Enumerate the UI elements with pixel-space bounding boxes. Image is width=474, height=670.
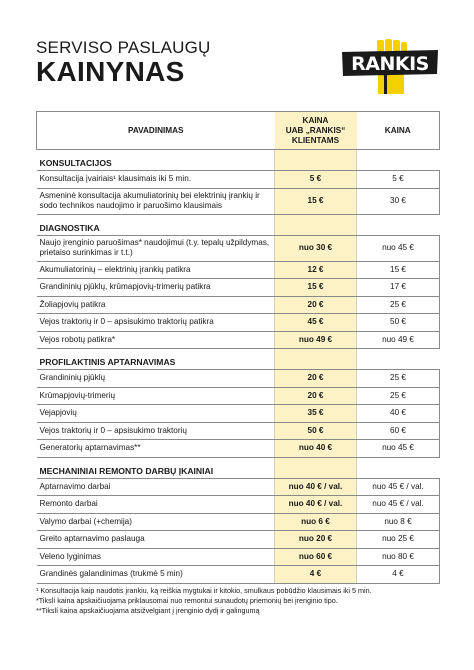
section-header-row (37, 457, 440, 478)
client-price: 20 € (275, 370, 357, 388)
footnote: ¹ Konsultacija kaip naudotis įrankiu, ką reiškia mygtukai ir kitokio, smulkaus pobūdžio klausimais iki 5 min. (36, 586, 372, 595)
price-table (36, 111, 440, 584)
regular-price: nuo 45 € (357, 440, 440, 458)
column-header-price: KAINA (357, 112, 440, 150)
client-price: nuo 6 € (275, 513, 357, 531)
section-client-cell (275, 349, 357, 370)
service-name: Vejos traktorių ir 0 – apsisukimo traktorių patikra (37, 314, 275, 332)
client-header-line2: UAB „RANKIS“ (285, 125, 346, 135)
service-name: Krūmapjovių-trimerių (37, 387, 275, 405)
table-row (37, 478, 440, 496)
client-price: nuo 49 € (275, 331, 357, 349)
service-name: Aptarnavimo darbai (37, 478, 275, 496)
regular-price: 25 € (357, 387, 440, 405)
service-name: Veleno lyginimas (37, 548, 275, 566)
table-row (37, 296, 440, 314)
table-row (37, 531, 440, 549)
regular-price: nuo 45 € (357, 235, 440, 261)
table-row (37, 171, 440, 189)
regular-price: nuo 80 € (357, 548, 440, 566)
regular-price: 60 € (357, 422, 440, 440)
column-header-client-price (275, 112, 357, 150)
table-row (37, 279, 440, 297)
table-header-row (37, 112, 440, 150)
service-name: Naujo įrenginio paruošimas* naudojimui (t.y. tepalų užpildymas, prietaiso surinkimas ir t.t.) (37, 235, 275, 261)
service-name: Valymo darbai (+chemija) (37, 513, 275, 531)
section-title: PROFILAKTINIS APTARNAVIMAS (37, 349, 275, 370)
service-name: Greito aptarnavimo paslauga (37, 531, 275, 549)
client-price: nuo 40 € (275, 440, 357, 458)
regular-price: nuo 8 € (357, 513, 440, 531)
client-price: nuo 40 € / val. (275, 496, 357, 514)
section-title: MECHANINIAI REMONTO DARBŲ ĮKAINIAI (37, 457, 275, 478)
client-price: nuo 20 € (275, 531, 357, 549)
service-name: Akumuliatorinių – elektrinių įrankių patikra (37, 261, 275, 279)
client-price: nuo 40 € / val. (275, 478, 357, 496)
regular-price: 50 € (357, 314, 440, 332)
service-name: Vejapjovių (37, 405, 275, 423)
footnotes (36, 586, 446, 616)
table-row (37, 188, 440, 214)
regular-price: 40 € (357, 405, 440, 423)
regular-price: 25 € (357, 296, 440, 314)
section-client-cell (275, 150, 357, 171)
service-name: Grandininių pjūklų, krūmapjovių-trimerių patikra (37, 279, 275, 297)
logo-text: RANKIS (351, 53, 429, 75)
page-title: KAINYNAS (36, 56, 185, 87)
client-price: 15 € (275, 188, 357, 214)
table-row (37, 370, 440, 388)
table-row (37, 566, 440, 584)
service-name: Vejos traktorių ir 0 – apsisukimo traktorių (37, 422, 275, 440)
client-header-line1: KAINA (302, 115, 329, 125)
table-row (37, 387, 440, 405)
table-row (37, 405, 440, 423)
section-price-cell (357, 349, 440, 370)
table-row (37, 548, 440, 566)
regular-price: 25 € (357, 370, 440, 388)
regular-price: nuo 45 € / val. (357, 496, 440, 514)
service-name: Remonto darbai (37, 496, 275, 514)
footnote: **Tikslí kaina apskaičiuojama atsižvelgiant į įrenginio dydį ir galingumą (36, 606, 260, 615)
rankis-logo (340, 38, 440, 96)
client-price: 4 € (275, 566, 357, 584)
client-price: nuo 30 € (275, 235, 357, 261)
table-row (37, 496, 440, 514)
page-subtitle: SERVISO PASLAUGŲ (36, 38, 211, 57)
table-row (37, 314, 440, 332)
section-header-row (37, 214, 440, 235)
client-header-line3: KLIENTAMS (291, 135, 340, 145)
regular-price: 5 € (357, 171, 440, 189)
client-price: 12 € (275, 261, 357, 279)
service-name: Grandininių pjūklų (37, 370, 275, 388)
regular-price: 30 € (357, 188, 440, 214)
client-price: 20 € (275, 387, 357, 405)
section-client-cell (275, 457, 357, 478)
regular-price: nuo 25 € (357, 531, 440, 549)
table-row (37, 331, 440, 349)
section-price-cell (357, 457, 440, 478)
table-row (37, 440, 440, 458)
section-client-cell (275, 214, 357, 235)
service-name: Asmeninė konsultacija akumuliatorinių bei elektrinių įrankių ir sodo technikos naudojimo ir paruošimo klausimais (37, 188, 275, 214)
client-price: 35 € (275, 405, 357, 423)
client-price: 45 € (275, 314, 357, 332)
regular-price: nuo 45 € / val. (357, 478, 440, 496)
page-header (36, 38, 211, 87)
client-price: 20 € (275, 296, 357, 314)
section-price-cell (357, 214, 440, 235)
regular-price: 15 € (357, 261, 440, 279)
service-name: Vejos robotų patikra* (37, 331, 275, 349)
section-header-row (37, 349, 440, 370)
service-name: Generatorių aptarnavimas** (37, 440, 275, 458)
section-title: DIAGNOSTIKA (37, 214, 275, 235)
client-price: 5 € (275, 171, 357, 189)
section-title: KONSULTACIJOS (37, 150, 275, 171)
table-row (37, 261, 440, 279)
table-row (37, 513, 440, 531)
client-price: nuo 60 € (275, 548, 357, 566)
client-price: 50 € (275, 422, 357, 440)
service-name: Žoliapjovių patikra (37, 296, 275, 314)
column-header-name: PAVADINIMAS (37, 112, 275, 150)
service-name: Grandinės galandinimas (trukmė 5 min) (37, 566, 275, 584)
table-row (37, 422, 440, 440)
section-price-cell (357, 150, 440, 171)
section-header-row (37, 150, 440, 171)
regular-price: nuo 49 € (357, 331, 440, 349)
regular-price: 17 € (357, 279, 440, 297)
service-name: Konsultacija įvairiais¹ klausimais iki 5 min. (37, 171, 275, 189)
footnote: *Tikslí kaina apskaičiuojama priklausomai nuo remontui sunaudotų priemonių bei įrenginio tipo. (36, 596, 338, 605)
table-row (37, 235, 440, 261)
regular-price: 4 € (357, 566, 440, 584)
client-price: 15 € (275, 279, 357, 297)
